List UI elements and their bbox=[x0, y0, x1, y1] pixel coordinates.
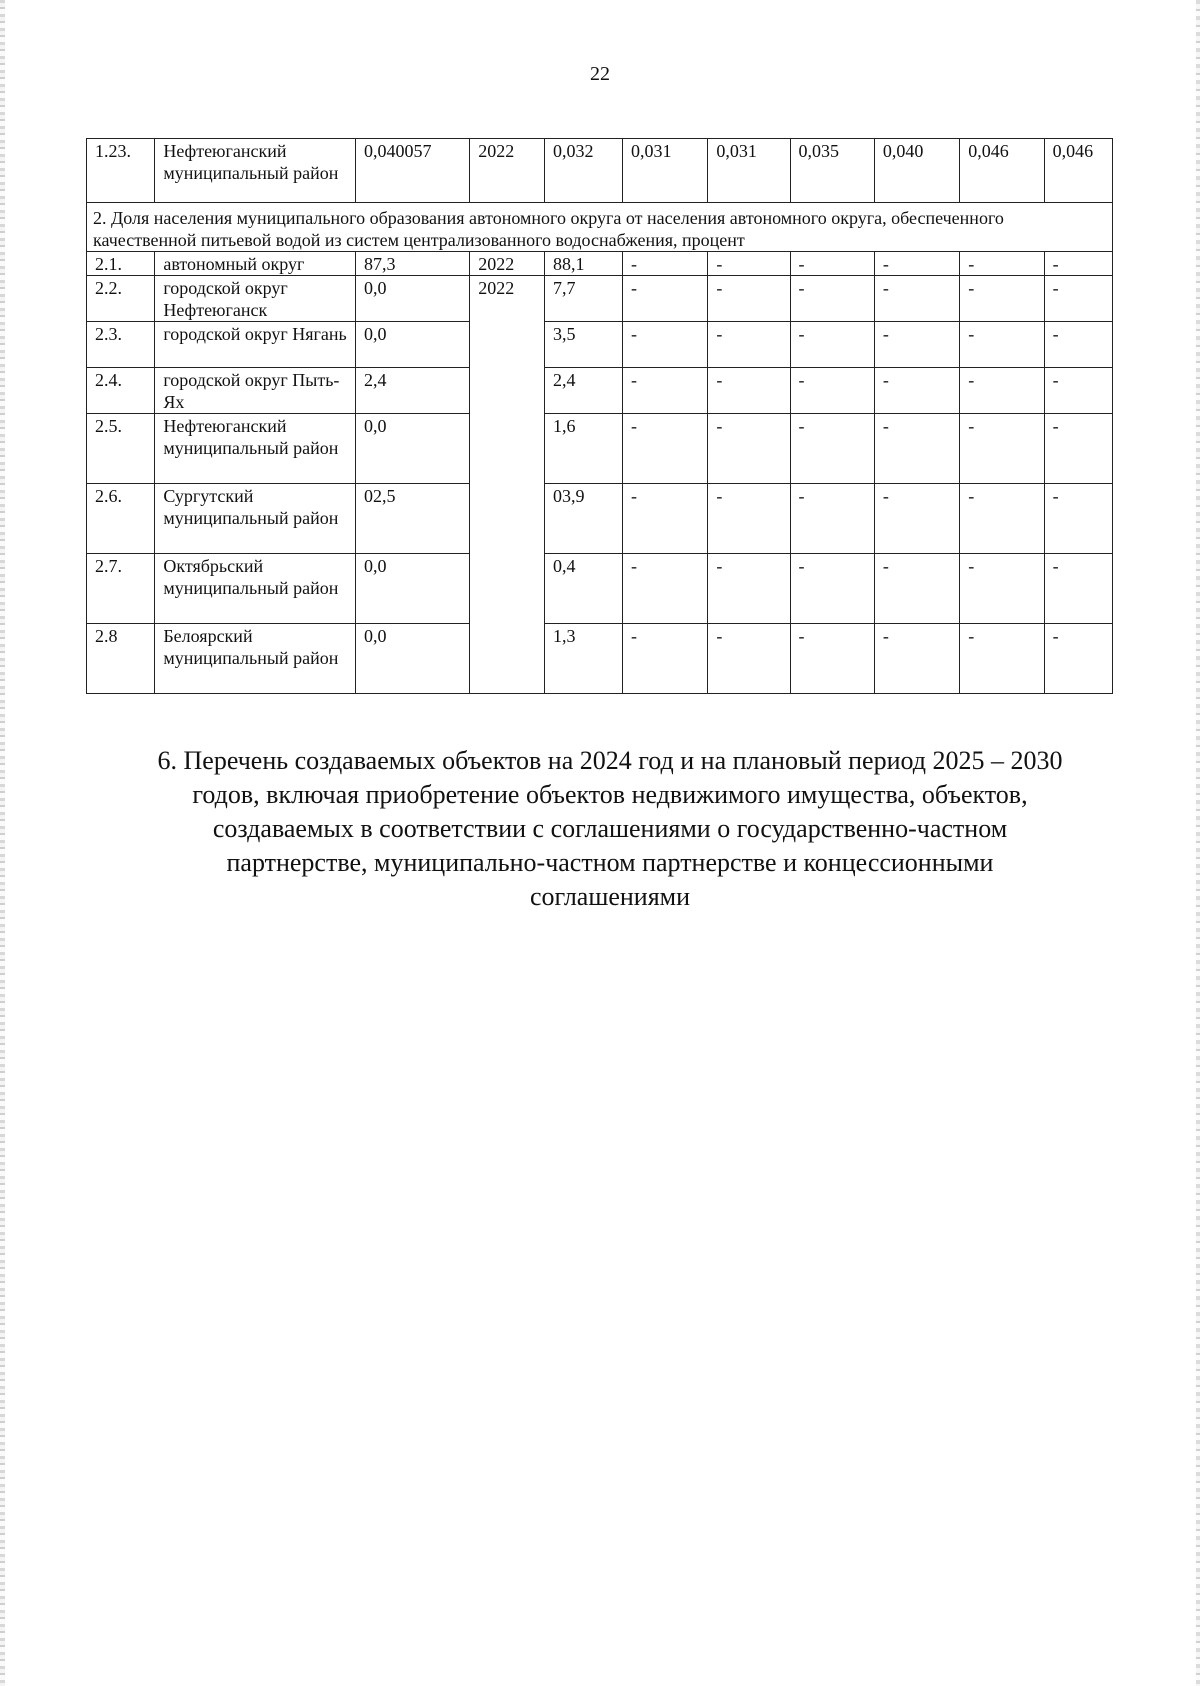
value-cell: - bbox=[874, 252, 959, 276]
value-cell: - bbox=[1044, 624, 1112, 694]
municipality-name-cell: автономный округ bbox=[155, 252, 356, 276]
table-row bbox=[87, 368, 1113, 414]
value-cell: - bbox=[790, 252, 874, 276]
table-row bbox=[87, 624, 1113, 694]
value-cell: - bbox=[960, 484, 1044, 554]
municipality-name-cell: Нефтеюганский муниципальный район bbox=[155, 139, 356, 203]
row-number-cell: 2.2. bbox=[87, 276, 155, 322]
value-cell: - bbox=[1044, 252, 1112, 276]
row-number-cell: 2.1. bbox=[87, 252, 155, 276]
row-number-cell: 2.8 bbox=[87, 624, 155, 694]
value-cell: 0,4 bbox=[545, 554, 623, 624]
value-cell: - bbox=[1044, 368, 1112, 414]
value-cell: - bbox=[874, 554, 959, 624]
value-cell: - bbox=[874, 414, 959, 484]
row-number-cell: 2.3. bbox=[87, 322, 155, 368]
value-cell: - bbox=[708, 624, 790, 694]
value-cell: - bbox=[708, 554, 790, 624]
base-value-cell: 0,0 bbox=[356, 414, 470, 484]
value-cell: 7,7 bbox=[545, 276, 623, 322]
table-row bbox=[87, 276, 1113, 322]
section-heading: 6. Перечень создаваемых объектов на 2024 год и на плановый период 2025 – 2030 годов, включая приобретение объектов недвижимого имущества, объектов, создаваемых в соответствии с соглашениями о государственно-частном партнерстве, муниципально-частном партнерстве и концессионными соглашениями bbox=[157, 746, 1063, 911]
value-cell: - bbox=[622, 276, 707, 322]
value-cell: - bbox=[622, 322, 707, 368]
value-cell: - bbox=[622, 624, 707, 694]
value-cell: - bbox=[708, 276, 790, 322]
value-cell: 2,4 bbox=[545, 368, 623, 414]
value-cell: - bbox=[1044, 414, 1112, 484]
table-row bbox=[87, 252, 1113, 276]
value-cell: 0,046 bbox=[1044, 139, 1112, 203]
value-cell: - bbox=[790, 624, 874, 694]
value-cell: 0,031 bbox=[708, 139, 790, 203]
value-cell: - bbox=[622, 554, 707, 624]
row-number-cell: 2.4. bbox=[87, 368, 155, 414]
value-cell: 0,035 bbox=[790, 139, 874, 203]
base-value-cell: 87,3 bbox=[356, 252, 470, 276]
value-cell: 03,9 bbox=[545, 484, 623, 554]
municipality-name-cell: Нефтеюганский муниципальный район bbox=[155, 414, 356, 484]
value-cell: - bbox=[960, 368, 1044, 414]
section-title-row bbox=[87, 203, 1113, 252]
municipality-name-cell: Белоярский муниципальный район bbox=[155, 624, 356, 694]
value-cell: - bbox=[622, 368, 707, 414]
value-cell: - bbox=[790, 368, 874, 414]
base-value-cell: 0,040057 bbox=[356, 139, 470, 203]
value-cell: - bbox=[708, 484, 790, 554]
value-cell: - bbox=[790, 322, 874, 368]
value-cell: - bbox=[790, 276, 874, 322]
municipality-name-cell: городской округ Пыть-Ях bbox=[155, 368, 356, 414]
value-cell: - bbox=[1044, 554, 1112, 624]
page-number: 22 bbox=[590, 63, 610, 85]
value-cell: - bbox=[708, 252, 790, 276]
row-number-cell: 2.7. bbox=[87, 554, 155, 624]
row-number-cell: 2.5. bbox=[87, 414, 155, 484]
municipality-name-cell: городской округ Нефтеюганск bbox=[155, 276, 356, 322]
value-cell: 1,3 bbox=[545, 624, 623, 694]
value-cell: - bbox=[960, 414, 1044, 484]
value-cell: - bbox=[960, 322, 1044, 368]
table-row bbox=[87, 484, 1113, 554]
year-cell: 2022 bbox=[470, 252, 545, 276]
value-cell: 0,032 bbox=[545, 139, 623, 203]
table-row bbox=[87, 322, 1113, 368]
value-cell: 0,040 bbox=[874, 139, 959, 203]
value-cell: 0,031 bbox=[622, 139, 707, 203]
value-cell: - bbox=[790, 414, 874, 484]
value-cell: - bbox=[874, 322, 959, 368]
value-cell: - bbox=[622, 414, 707, 484]
value-cell: - bbox=[708, 414, 790, 484]
base-value-cell: 0,0 bbox=[356, 624, 470, 694]
base-value-cell: 02,5 bbox=[356, 484, 470, 554]
value-cell: 1,6 bbox=[545, 414, 623, 484]
value-cell: - bbox=[1044, 276, 1112, 322]
base-value-cell: 0,0 bbox=[356, 554, 470, 624]
table-row bbox=[87, 554, 1113, 624]
year-cell: 2022 bbox=[470, 139, 545, 203]
value-cell: 88,1 bbox=[545, 252, 623, 276]
value-cell: - bbox=[708, 322, 790, 368]
row-number-cell: 1.23. bbox=[87, 139, 155, 203]
value-cell: - bbox=[874, 484, 959, 554]
value-cell: - bbox=[622, 484, 707, 554]
value-cell: 0,046 bbox=[960, 139, 1044, 203]
value-cell: - bbox=[790, 484, 874, 554]
value-cell: - bbox=[874, 276, 959, 322]
municipality-name-cell: городской округ Нягань bbox=[155, 322, 356, 368]
scan-edge-right bbox=[1196, 0, 1200, 1686]
table-row bbox=[87, 414, 1113, 484]
value-cell: - bbox=[1044, 484, 1112, 554]
base-value-cell: 2,4 bbox=[356, 368, 470, 414]
section-title-cell: 2. Доля населения муниципального образования автономного округа от населения автономного округа, обеспеченного качественной питьевой водой из систем централизованного водоснабжения, процент bbox=[87, 203, 1113, 252]
year-cell: 2022 bbox=[470, 276, 545, 694]
value-cell: - bbox=[790, 554, 874, 624]
value-cell: - bbox=[622, 252, 707, 276]
municipality-name-cell: Сургутский муниципальный район bbox=[155, 484, 356, 554]
value-cell: - bbox=[960, 252, 1044, 276]
value-cell: - bbox=[960, 276, 1044, 322]
value-cell: - bbox=[960, 554, 1044, 624]
row-number-cell: 2.6. bbox=[87, 484, 155, 554]
scan-edge-left bbox=[0, 0, 5, 1686]
value-cell: - bbox=[960, 624, 1044, 694]
value-cell: 3,5 bbox=[545, 322, 623, 368]
value-cell: - bbox=[874, 368, 959, 414]
base-value-cell: 0,0 bbox=[356, 276, 470, 322]
table-row bbox=[87, 139, 1113, 203]
value-cell: - bbox=[708, 368, 790, 414]
base-value-cell: 0,0 bbox=[356, 322, 470, 368]
indicators-table bbox=[86, 138, 1113, 694]
municipality-name-cell: Октябрьский муниципальный район bbox=[155, 554, 356, 624]
value-cell: - bbox=[1044, 322, 1112, 368]
value-cell: - bbox=[874, 624, 959, 694]
